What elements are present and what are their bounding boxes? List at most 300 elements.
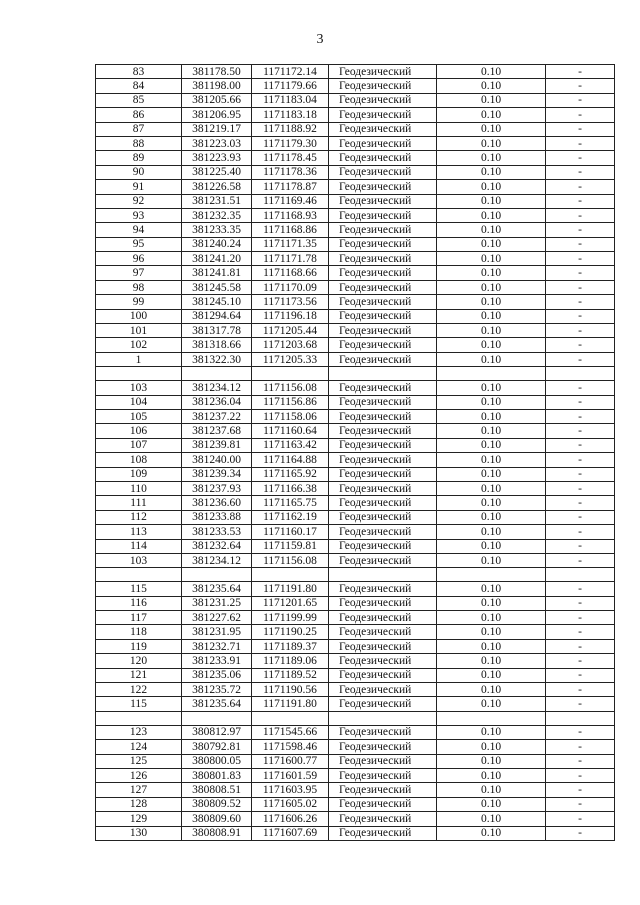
empty-cell bbox=[329, 568, 437, 582]
note-cell: - bbox=[546, 352, 615, 366]
point-number-cell: 111 bbox=[96, 496, 182, 510]
method-cell: Геодезический bbox=[329, 295, 437, 309]
y-coordinate-cell: 1171199.99 bbox=[252, 611, 329, 625]
accuracy-cell: 0.10 bbox=[437, 424, 546, 438]
y-coordinate-cell: 1171196.18 bbox=[252, 309, 329, 323]
table-row bbox=[96, 467, 615, 481]
accuracy-cell: 0.10 bbox=[437, 208, 546, 222]
x-coordinate-cell: 380808.51 bbox=[182, 783, 252, 797]
accuracy-cell: 0.10 bbox=[437, 381, 546, 395]
accuracy-cell: 0.10 bbox=[437, 496, 546, 510]
y-coordinate-cell: 1171598.46 bbox=[252, 740, 329, 754]
note-cell: - bbox=[546, 252, 615, 266]
table-row bbox=[96, 697, 615, 711]
y-coordinate-cell: 1171183.18 bbox=[252, 108, 329, 122]
point-number-cell: 92 bbox=[96, 194, 182, 208]
y-coordinate-cell: 1171170.09 bbox=[252, 280, 329, 294]
x-coordinate-cell: 381227.62 bbox=[182, 611, 252, 625]
accuracy-cell: 0.10 bbox=[437, 252, 546, 266]
point-number-cell: 103 bbox=[96, 381, 182, 395]
table-row bbox=[96, 395, 615, 409]
x-coordinate-cell: 380812.97 bbox=[182, 725, 252, 739]
note-cell: - bbox=[546, 65, 615, 79]
x-coordinate-cell: 381232.64 bbox=[182, 539, 252, 553]
x-coordinate-cell: 380808.91 bbox=[182, 826, 252, 840]
method-cell: Геодезический bbox=[329, 381, 437, 395]
x-coordinate-cell: 380801.83 bbox=[182, 768, 252, 782]
method-cell: Геодезический bbox=[329, 352, 437, 366]
note-cell: - bbox=[546, 783, 615, 797]
table-row bbox=[96, 122, 615, 136]
x-coordinate-cell: 381240.24 bbox=[182, 237, 252, 251]
note-cell: - bbox=[546, 223, 615, 237]
point-number-cell: 85 bbox=[96, 93, 182, 107]
table-row bbox=[96, 223, 615, 237]
accuracy-cell: 0.10 bbox=[437, 180, 546, 194]
point-number-cell: 125 bbox=[96, 754, 182, 768]
y-coordinate-cell: 1171178.36 bbox=[252, 165, 329, 179]
point-number-cell: 115 bbox=[96, 697, 182, 711]
y-coordinate-cell: 1171169.46 bbox=[252, 194, 329, 208]
method-cell: Геодезический bbox=[329, 812, 437, 826]
table-row bbox=[96, 783, 615, 797]
table-row bbox=[96, 525, 615, 539]
x-coordinate-cell: 381232.35 bbox=[182, 208, 252, 222]
y-coordinate-cell: 1171171.35 bbox=[252, 237, 329, 251]
x-coordinate-cell: 381235.72 bbox=[182, 683, 252, 697]
empty-cell bbox=[546, 568, 615, 582]
accuracy-cell: 0.10 bbox=[437, 797, 546, 811]
accuracy-cell: 0.10 bbox=[437, 280, 546, 294]
empty-cell bbox=[96, 367, 182, 381]
point-number-cell: 109 bbox=[96, 467, 182, 481]
x-coordinate-cell: 381234.12 bbox=[182, 553, 252, 567]
y-coordinate-cell: 1171168.66 bbox=[252, 266, 329, 280]
table-row bbox=[96, 510, 615, 524]
x-coordinate-cell: 381234.12 bbox=[182, 381, 252, 395]
y-coordinate-cell: 1171160.17 bbox=[252, 525, 329, 539]
x-coordinate-cell: 381239.81 bbox=[182, 438, 252, 452]
x-coordinate-cell: 380809.52 bbox=[182, 797, 252, 811]
x-coordinate-cell: 381236.60 bbox=[182, 496, 252, 510]
method-cell: Геодезический bbox=[329, 697, 437, 711]
point-number-cell: 86 bbox=[96, 108, 182, 122]
point-number-cell: 114 bbox=[96, 539, 182, 553]
y-coordinate-cell: 1171190.56 bbox=[252, 683, 329, 697]
y-coordinate-cell: 1171545.66 bbox=[252, 725, 329, 739]
y-coordinate-cell: 1171172.14 bbox=[252, 65, 329, 79]
note-cell: - bbox=[546, 496, 615, 510]
method-cell: Геодезический bbox=[329, 136, 437, 150]
y-coordinate-cell: 1171160.64 bbox=[252, 424, 329, 438]
note-cell: - bbox=[546, 309, 615, 323]
accuracy-cell: 0.10 bbox=[437, 438, 546, 452]
table-row bbox=[96, 136, 615, 150]
point-number-cell: 100 bbox=[96, 309, 182, 323]
x-coordinate-cell: 381233.53 bbox=[182, 525, 252, 539]
method-cell: Геодезический bbox=[329, 639, 437, 653]
table-row bbox=[96, 625, 615, 639]
point-number-cell: 107 bbox=[96, 438, 182, 452]
method-cell: Геодезический bbox=[329, 539, 437, 553]
point-number-cell: 110 bbox=[96, 481, 182, 495]
note-cell: - bbox=[546, 683, 615, 697]
empty-cell bbox=[182, 367, 252, 381]
empty-cell bbox=[252, 568, 329, 582]
point-number-cell: 101 bbox=[96, 324, 182, 338]
table-row bbox=[96, 180, 615, 194]
point-number-cell: 124 bbox=[96, 740, 182, 754]
point-number-cell: 115 bbox=[96, 582, 182, 596]
note-cell: - bbox=[546, 754, 615, 768]
page-number: 3 bbox=[316, 32, 324, 47]
table-row bbox=[96, 481, 615, 495]
method-cell: Геодезический bbox=[329, 237, 437, 251]
x-coordinate-cell: 381206.95 bbox=[182, 108, 252, 122]
point-number-cell: 130 bbox=[96, 826, 182, 840]
x-coordinate-cell: 381235.06 bbox=[182, 668, 252, 682]
table-row bbox=[96, 252, 615, 266]
x-coordinate-cell: 381318.66 bbox=[182, 338, 252, 352]
table-row bbox=[96, 668, 615, 682]
note-cell: - bbox=[546, 654, 615, 668]
table-row bbox=[96, 108, 615, 122]
point-number-cell: 116 bbox=[96, 596, 182, 610]
note-cell: - bbox=[546, 194, 615, 208]
accuracy-cell: 0.10 bbox=[437, 136, 546, 150]
note-cell: - bbox=[546, 725, 615, 739]
method-cell: Геодезический bbox=[329, 338, 437, 352]
empty-cell bbox=[96, 568, 182, 582]
method-cell: Геодезический bbox=[329, 683, 437, 697]
accuracy-cell: 0.10 bbox=[437, 783, 546, 797]
y-coordinate-cell: 1171165.92 bbox=[252, 467, 329, 481]
method-cell: Геодезический bbox=[329, 409, 437, 423]
accuracy-cell: 0.10 bbox=[437, 740, 546, 754]
accuracy-cell: 0.10 bbox=[437, 754, 546, 768]
method-cell: Геодезический bbox=[329, 740, 437, 754]
accuracy-cell: 0.10 bbox=[437, 324, 546, 338]
empty-cell bbox=[437, 711, 546, 725]
accuracy-cell: 0.10 bbox=[437, 467, 546, 481]
note-cell: - bbox=[546, 740, 615, 754]
y-coordinate-cell: 1171201.65 bbox=[252, 596, 329, 610]
point-number-cell: 118 bbox=[96, 625, 182, 639]
method-cell: Геодезический bbox=[329, 654, 437, 668]
y-coordinate-cell: 1171171.78 bbox=[252, 252, 329, 266]
method-cell: Геодезический bbox=[329, 266, 437, 280]
method-cell: Геодезический bbox=[329, 79, 437, 93]
table-row bbox=[96, 409, 615, 423]
x-coordinate-cell: 381237.22 bbox=[182, 409, 252, 423]
method-cell: Геодезический bbox=[329, 768, 437, 782]
x-coordinate-cell: 381237.68 bbox=[182, 424, 252, 438]
method-cell: Геодезический bbox=[329, 453, 437, 467]
method-cell: Геодезический bbox=[329, 151, 437, 165]
x-coordinate-cell: 381294.64 bbox=[182, 309, 252, 323]
accuracy-cell: 0.10 bbox=[437, 453, 546, 467]
x-coordinate-cell: 381245.10 bbox=[182, 295, 252, 309]
table-row bbox=[96, 309, 615, 323]
y-coordinate-cell: 1171203.68 bbox=[252, 338, 329, 352]
table-row bbox=[96, 194, 615, 208]
point-number-cell: 99 bbox=[96, 295, 182, 309]
note-cell: - bbox=[546, 553, 615, 567]
table-row bbox=[96, 496, 615, 510]
point-number-cell: 121 bbox=[96, 668, 182, 682]
x-coordinate-cell: 381231.51 bbox=[182, 194, 252, 208]
x-coordinate-cell: 380800.05 bbox=[182, 754, 252, 768]
method-cell: Геодезический bbox=[329, 525, 437, 539]
point-number-cell: 112 bbox=[96, 510, 182, 524]
x-coordinate-cell: 381233.91 bbox=[182, 654, 252, 668]
x-coordinate-cell: 381317.78 bbox=[182, 324, 252, 338]
note-cell: - bbox=[546, 409, 615, 423]
point-number-cell: 102 bbox=[96, 338, 182, 352]
x-coordinate-cell: 381241.81 bbox=[182, 266, 252, 280]
table-row bbox=[96, 266, 615, 280]
y-coordinate-cell: 1171168.86 bbox=[252, 223, 329, 237]
accuracy-cell: 0.10 bbox=[437, 165, 546, 179]
x-coordinate-cell: 381225.40 bbox=[182, 165, 252, 179]
accuracy-cell: 0.10 bbox=[437, 668, 546, 682]
note-cell: - bbox=[546, 338, 615, 352]
accuracy-cell: 0.10 bbox=[437, 409, 546, 423]
method-cell: Геодезический bbox=[329, 467, 437, 481]
point-number-cell: 90 bbox=[96, 165, 182, 179]
y-coordinate-cell: 1171606.26 bbox=[252, 812, 329, 826]
y-coordinate-cell: 1171205.44 bbox=[252, 324, 329, 338]
accuracy-cell: 0.10 bbox=[437, 309, 546, 323]
table-row bbox=[96, 797, 615, 811]
method-cell: Геодезический bbox=[329, 93, 437, 107]
coordinates-table-body bbox=[96, 65, 615, 841]
note-cell: - bbox=[546, 136, 615, 150]
note-cell: - bbox=[546, 668, 615, 682]
y-coordinate-cell: 1171156.08 bbox=[252, 553, 329, 567]
point-number-cell: 128 bbox=[96, 797, 182, 811]
method-cell: Геодезический bbox=[329, 553, 437, 567]
empty-cell bbox=[437, 367, 546, 381]
note-cell: - bbox=[546, 768, 615, 782]
point-number-cell: 83 bbox=[96, 65, 182, 79]
method-cell: Геодезический bbox=[329, 424, 437, 438]
x-coordinate-cell: 381198.00 bbox=[182, 79, 252, 93]
method-cell: Геодезический bbox=[329, 783, 437, 797]
note-cell: - bbox=[546, 812, 615, 826]
x-coordinate-cell: 380809.60 bbox=[182, 812, 252, 826]
x-coordinate-cell: 381233.35 bbox=[182, 223, 252, 237]
empty-cell bbox=[252, 367, 329, 381]
y-coordinate-cell: 1171191.80 bbox=[252, 582, 329, 596]
table-row bbox=[96, 237, 615, 251]
x-coordinate-cell: 381232.71 bbox=[182, 639, 252, 653]
group-separator-row bbox=[96, 568, 615, 582]
table-row bbox=[96, 768, 615, 782]
accuracy-cell: 0.10 bbox=[437, 122, 546, 136]
method-cell: Геодезический bbox=[329, 625, 437, 639]
method-cell: Геодезический bbox=[329, 208, 437, 222]
accuracy-cell: 0.10 bbox=[437, 639, 546, 653]
accuracy-cell: 0.10 bbox=[437, 395, 546, 409]
table-row bbox=[96, 295, 615, 309]
note-cell: - bbox=[546, 826, 615, 840]
point-number-cell: 123 bbox=[96, 725, 182, 739]
point-number-cell: 91 bbox=[96, 180, 182, 194]
point-number-cell: 108 bbox=[96, 453, 182, 467]
point-number-cell: 106 bbox=[96, 424, 182, 438]
accuracy-cell: 0.10 bbox=[437, 237, 546, 251]
point-number-cell: 95 bbox=[96, 237, 182, 251]
point-number-cell: 94 bbox=[96, 223, 182, 237]
note-cell: - bbox=[546, 467, 615, 481]
y-coordinate-cell: 1171191.80 bbox=[252, 697, 329, 711]
x-coordinate-cell: 381223.03 bbox=[182, 136, 252, 150]
point-number-cell: 126 bbox=[96, 768, 182, 782]
method-cell: Геодезический bbox=[329, 754, 437, 768]
note-cell: - bbox=[546, 180, 615, 194]
x-coordinate-cell: 381219.17 bbox=[182, 122, 252, 136]
group-separator-row bbox=[96, 711, 615, 725]
y-coordinate-cell: 1171173.56 bbox=[252, 295, 329, 309]
note-cell: - bbox=[546, 539, 615, 553]
y-coordinate-cell: 1171178.45 bbox=[252, 151, 329, 165]
y-coordinate-cell: 1171156.86 bbox=[252, 395, 329, 409]
x-coordinate-cell: 380792.81 bbox=[182, 740, 252, 754]
y-coordinate-cell: 1171162.19 bbox=[252, 510, 329, 524]
accuracy-cell: 0.10 bbox=[437, 223, 546, 237]
note-cell: - bbox=[546, 208, 615, 222]
y-coordinate-cell: 1171601.59 bbox=[252, 768, 329, 782]
table-row bbox=[96, 754, 615, 768]
y-coordinate-cell: 1171164.88 bbox=[252, 453, 329, 467]
table-row bbox=[96, 654, 615, 668]
y-coordinate-cell: 1171159.81 bbox=[252, 539, 329, 553]
note-cell: - bbox=[546, 582, 615, 596]
method-cell: Геодезический bbox=[329, 108, 437, 122]
accuracy-cell: 0.10 bbox=[437, 481, 546, 495]
y-coordinate-cell: 1171165.75 bbox=[252, 496, 329, 510]
accuracy-cell: 0.10 bbox=[437, 826, 546, 840]
x-coordinate-cell: 381236.04 bbox=[182, 395, 252, 409]
accuracy-cell: 0.10 bbox=[437, 266, 546, 280]
accuracy-cell: 0.10 bbox=[437, 525, 546, 539]
empty-cell bbox=[546, 711, 615, 725]
point-number-cell: 127 bbox=[96, 783, 182, 797]
accuracy-cell: 0.10 bbox=[437, 582, 546, 596]
method-cell: Геодезический bbox=[329, 611, 437, 625]
table-row bbox=[96, 683, 615, 697]
table-row bbox=[96, 79, 615, 93]
method-cell: Геодезический bbox=[329, 797, 437, 811]
y-coordinate-cell: 1171156.08 bbox=[252, 381, 329, 395]
note-cell: - bbox=[546, 424, 615, 438]
note-cell: - bbox=[546, 381, 615, 395]
accuracy-cell: 0.10 bbox=[437, 338, 546, 352]
table-row bbox=[96, 280, 615, 294]
note-cell: - bbox=[546, 93, 615, 107]
note-cell: - bbox=[546, 611, 615, 625]
coordinates-table bbox=[95, 64, 615, 841]
empty-cell bbox=[252, 711, 329, 725]
point-number-cell: 97 bbox=[96, 266, 182, 280]
empty-cell bbox=[329, 711, 437, 725]
method-cell: Геодезический bbox=[329, 596, 437, 610]
accuracy-cell: 0.10 bbox=[437, 654, 546, 668]
note-cell: - bbox=[546, 510, 615, 524]
method-cell: Геодезический bbox=[329, 309, 437, 323]
method-cell: Геодезический bbox=[329, 395, 437, 409]
note-cell: - bbox=[546, 438, 615, 452]
note-cell: - bbox=[546, 165, 615, 179]
table-row bbox=[96, 93, 615, 107]
empty-cell bbox=[437, 568, 546, 582]
point-number-cell: 98 bbox=[96, 280, 182, 294]
method-cell: Геодезический bbox=[329, 194, 437, 208]
accuracy-cell: 0.10 bbox=[437, 194, 546, 208]
accuracy-cell: 0.10 bbox=[437, 725, 546, 739]
x-coordinate-cell: 381237.93 bbox=[182, 481, 252, 495]
method-cell: Геодезический bbox=[329, 826, 437, 840]
point-number-cell: 84 bbox=[96, 79, 182, 93]
table-row bbox=[96, 553, 615, 567]
note-cell: - bbox=[546, 122, 615, 136]
accuracy-cell: 0.10 bbox=[437, 93, 546, 107]
note-cell: - bbox=[546, 295, 615, 309]
y-coordinate-cell: 1171603.95 bbox=[252, 783, 329, 797]
note-cell: - bbox=[546, 625, 615, 639]
method-cell: Геодезический bbox=[329, 165, 437, 179]
table-row bbox=[96, 438, 615, 452]
point-number-cell: 96 bbox=[96, 252, 182, 266]
note-cell: - bbox=[546, 525, 615, 539]
empty-cell bbox=[329, 367, 437, 381]
y-coordinate-cell: 1171189.52 bbox=[252, 668, 329, 682]
x-coordinate-cell: 381223.93 bbox=[182, 151, 252, 165]
accuracy-cell: 0.10 bbox=[437, 108, 546, 122]
table-row bbox=[96, 582, 615, 596]
x-coordinate-cell: 381226.58 bbox=[182, 180, 252, 194]
point-number-cell: 122 bbox=[96, 683, 182, 697]
group-separator-row bbox=[96, 367, 615, 381]
table-row bbox=[96, 65, 615, 79]
accuracy-cell: 0.10 bbox=[437, 65, 546, 79]
table-row bbox=[96, 208, 615, 222]
empty-cell bbox=[182, 568, 252, 582]
accuracy-cell: 0.10 bbox=[437, 697, 546, 711]
accuracy-cell: 0.10 bbox=[437, 553, 546, 567]
accuracy-cell: 0.10 bbox=[437, 683, 546, 697]
method-cell: Геодезический bbox=[329, 65, 437, 79]
point-number-cell: 120 bbox=[96, 654, 182, 668]
point-number-cell: 113 bbox=[96, 525, 182, 539]
accuracy-cell: 0.10 bbox=[437, 352, 546, 366]
table-row bbox=[96, 453, 615, 467]
accuracy-cell: 0.10 bbox=[437, 151, 546, 165]
x-coordinate-cell: 381245.58 bbox=[182, 280, 252, 294]
empty-cell bbox=[546, 367, 615, 381]
note-cell: - bbox=[546, 151, 615, 165]
y-coordinate-cell: 1171605.02 bbox=[252, 797, 329, 811]
point-number-cell: 119 bbox=[96, 639, 182, 653]
accuracy-cell: 0.10 bbox=[437, 539, 546, 553]
empty-cell bbox=[182, 711, 252, 725]
point-number-cell: 1 bbox=[96, 352, 182, 366]
note-cell: - bbox=[546, 395, 615, 409]
table-row bbox=[96, 424, 615, 438]
point-number-cell: 129 bbox=[96, 812, 182, 826]
note-cell: - bbox=[546, 237, 615, 251]
